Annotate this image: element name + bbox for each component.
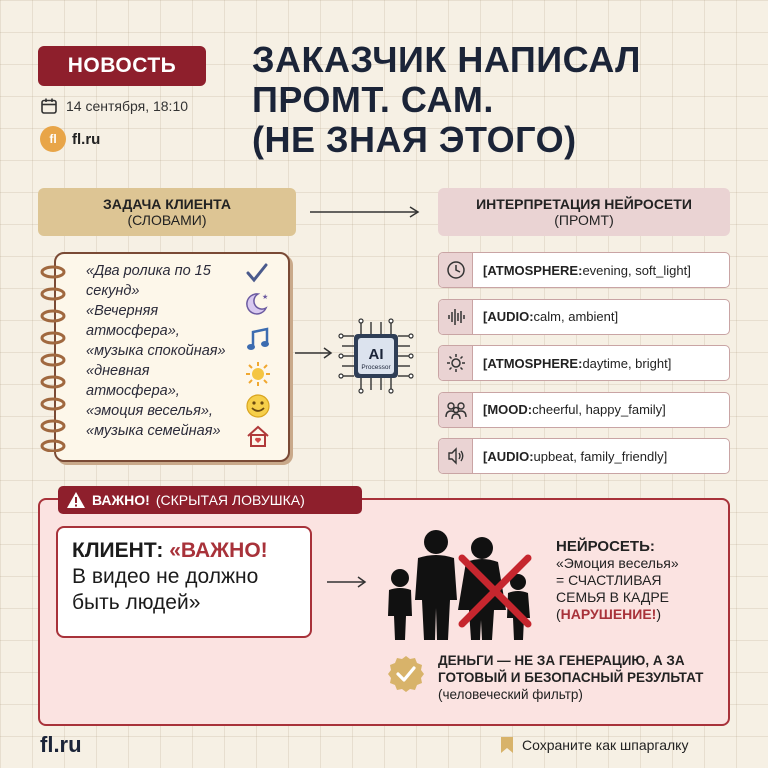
svg-text:★: ★	[262, 294, 269, 301]
client-notes	[86, 261, 254, 441]
prompt-value: upbeat, family_friendly]	[533, 448, 668, 464]
money-statement-rest: (человеческий фильтр)	[438, 687, 583, 702]
chip-label-ai: AI	[368, 346, 384, 363]
date-line	[40, 97, 188, 115]
prompt-key: [ATMOSPHERE:	[483, 355, 583, 371]
chip-label-processor: Processor	[361, 364, 391, 371]
prompt-rows	[438, 252, 730, 485]
arrow-right-icon	[295, 346, 335, 360]
violation-label: НАРУШЕНИЕ!	[560, 606, 657, 622]
client-quote-emphasis: «ВАЖНО!	[169, 539, 268, 562]
note-line: «эмоция веселья»,	[86, 403, 213, 419]
note-line: «Вечерняя	[86, 303, 159, 319]
sun-icon	[244, 360, 272, 388]
prompt-key: [MOOD:	[483, 402, 533, 417]
date-text: 14 сентября, 18:10	[66, 98, 189, 114]
client-task-subtitle: (СЛОВАМИ)	[127, 212, 207, 228]
neural-net-line: = СЧАСТЛИВАЯ	[556, 572, 662, 588]
violation-paren-close: )	[656, 606, 662, 622]
note-line: «музыка спокойная»	[86, 343, 226, 359]
news-badge: НОВОСТЬ	[38, 46, 206, 86]
save-hint-text: Сохраните как шпаргалку	[522, 737, 689, 753]
note-line: «дневная	[86, 363, 150, 379]
arrow-right-icon	[327, 575, 369, 589]
music-note-icon	[244, 326, 272, 354]
speaker-icon	[446, 446, 466, 466]
save-hint[interactable]	[500, 736, 688, 754]
neural-net-heading: НЕЙРОСЕТЬ:	[556, 538, 655, 555]
ai-interpretation-heading	[438, 188, 730, 236]
prompt-value: cheerful, happy_family]	[532, 402, 666, 417]
prompt-row	[438, 392, 730, 428]
brand-small[interactable]	[40, 126, 100, 152]
neural-net-line: СЕМЬЯ В КАДРЕ	[556, 589, 670, 605]
check-badge-icon	[386, 654, 426, 694]
clock-icon	[446, 260, 466, 280]
check-icon	[244, 260, 270, 286]
prompt-key: [AUDIO:	[483, 309, 534, 324]
client-quote-text: В видео не должно быть людей»	[72, 565, 259, 614]
warning-icon	[66, 491, 86, 509]
violation-line	[556, 606, 726, 623]
note-line: «Два ролика по 15	[86, 263, 211, 279]
prompt-row	[438, 345, 730, 381]
people-icon	[445, 400, 467, 420]
money-statement	[438, 652, 728, 703]
sound-wave-icon	[446, 307, 466, 327]
arrow-right-icon	[310, 206, 422, 218]
bookmark-icon	[500, 736, 514, 754]
neural-net-line: «Эмоция веселья»	[556, 555, 679, 571]
note-line: атмосфера»,	[86, 383, 180, 399]
money-statement-bold: ДЕНЬГИ — НЕ ЗА ГЕНЕРАЦИЮ, А ЗА ГОТОВЫЙ И БЕЗОПАСНЫЙ РЕЗУЛЬТАТ	[438, 653, 704, 685]
sun-icon	[446, 353, 466, 373]
spiral-rings-icon	[36, 262, 66, 452]
prompt-key: [ATMOSPHERE:	[483, 262, 583, 278]
client-task-heading	[38, 188, 296, 236]
prompt-value: calm, ambient]	[533, 309, 619, 324]
client-quote-box	[56, 526, 312, 638]
ai-processor-chip-icon	[336, 316, 416, 396]
title-line-2: ПРОМТ. САМ.	[252, 79, 494, 120]
note-line: «музыка семейная»	[86, 423, 221, 439]
footer-brand[interactable]: fl.ru	[40, 732, 82, 757]
client-label: КЛИЕНТ:	[72, 539, 164, 562]
prompt-row	[438, 299, 730, 335]
neural-net-explanation	[556, 538, 726, 623]
violation-paren-open: (	[556, 606, 561, 622]
warning-tab-bold: ВАЖНО!	[92, 492, 150, 508]
brand-small-text: fl.ru	[72, 130, 101, 148]
family-crossed-icon	[378, 528, 544, 644]
ai-interpretation-subtitle: (ПРОМТ)	[554, 212, 614, 228]
calendar-icon	[40, 97, 58, 115]
title-line-3: (НЕ ЗНАЯ ЭТОГО)	[252, 119, 577, 160]
note-line: секунд»	[86, 283, 140, 299]
ai-interpretation-title: ИНТЕРПРЕТАЦИЯ НЕЙРОСЕТИ	[476, 196, 692, 212]
prompt-key: [AUDIO:	[483, 448, 534, 464]
warning-tab	[58, 486, 362, 514]
house-icon	[244, 422, 272, 450]
note-line: атмосфера»,	[86, 323, 180, 339]
prompt-value: evening, soft_light]	[582, 262, 691, 278]
prompt-row	[438, 438, 730, 474]
warning-tab-text: (СКРЫТАЯ ЛОВУШКА)	[155, 492, 305, 508]
moon-icon	[242, 290, 270, 318]
fl-logo-icon: fl	[40, 126, 66, 152]
smile-icon	[244, 392, 272, 420]
prompt-row	[438, 252, 730, 288]
title-line-1: ЗАКАЗЧИК НАПИСАЛ	[252, 39, 641, 80]
client-task-title: ЗАДАЧА КЛИЕНТА	[103, 196, 231, 212]
prompt-value: daytime, bright]	[582, 355, 672, 371]
page-title	[252, 40, 752, 160]
